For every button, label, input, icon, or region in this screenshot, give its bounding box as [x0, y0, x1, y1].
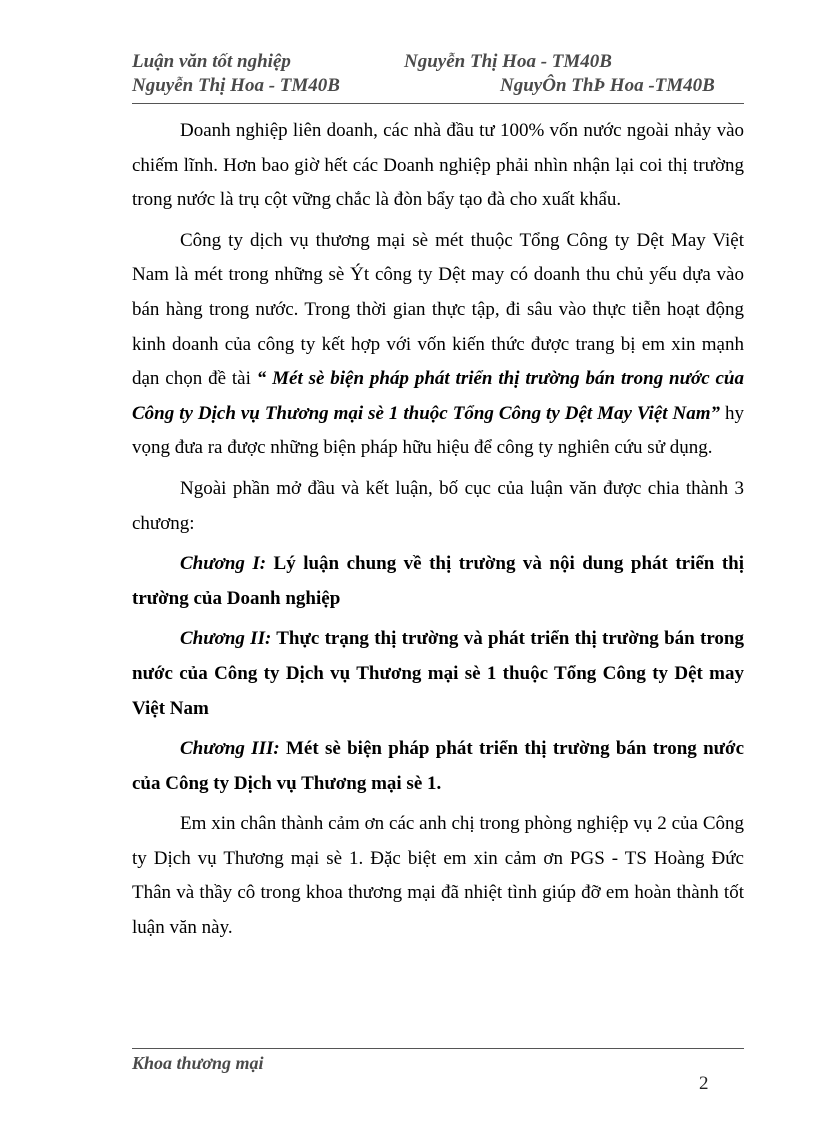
- chapter-1-title: Lý luận chung về thị trường và nội dung phát triển thị trường của Doanh nghiệp: [132, 553, 744, 609]
- header-author-2: Nguyễn Thị Hoa - TM40B: [132, 75, 340, 96]
- chapter-2-title: Thực trạng thị trường và phát triển thị trường bán trong nước của Công ty Dịch vụ Thương mại sè 1 thuộc Tổng Công ty Dệt may Việt Nam: [132, 628, 744, 719]
- chapter-3: [132, 732, 744, 801]
- thesis-topic-title: “ Mét sè biện pháp phát triển thị trường bán trong nước của Công ty Dịch vụ Thương mại sè 1 thuộc Tổng Công ty Dệt May Việt Nam”: [132, 368, 745, 424]
- paragraph-2-lead: Công ty dịch vụ thương mại sè mét thuộc Tổng Công ty Dệt May Việt Nam là mét trong những sè Ýt công ty Dệt may có doanh thu chủ yếu dựa vào bán hàng trong nước. Trong thời gian thực tập, đi sâu vào thực tiễn hoạt động kinh doanh của công ty kết hợp với vốn kiến thức được trang bị em xin mạnh dạn chọn đề tài: [132, 229, 744, 390]
- paragraph-3: Ngoài phần mở đầu và kết luận, bố cục của luận văn được chia thành 3 chương:: [132, 477, 744, 534]
- paragraph-4: Em xin chân thành cảm ơn các anh chị trong phòng nghiệp vụ 2 của Công ty Dịch vụ Thương mại sè 1. Đặc biệt em xin cảm ơn PGS - TS Hoàng Đức Thân và thầy cô trong khoa thương mại đã nhiệt tình giúp đỡ em hoàn thành tốt luận văn này.: [132, 813, 744, 939]
- chapter-1: [132, 547, 744, 616]
- header-author-3: NguyÔn ThÞ Hoa -TM40B: [500, 75, 715, 96]
- paragraph-2: [132, 224, 744, 466]
- chapter-2: [132, 622, 744, 726]
- header-row-1: [132, 50, 744, 74]
- chapter-2-label: Chương II:: [180, 628, 272, 650]
- page-body: [132, 114, 744, 946]
- paragraph-1: Doanh nghiệp liên doanh, các nhà đầu tư 100% vốn nước ngoài nhảy vào chiếm lĩnh. Hơn bao giờ hết các Doanh nghiệp phải nhìn nhận lại coi thị trường trong nước là trụ cột vững chắc là đòn bẩy tạo đà cho xuất khẩu.: [132, 120, 744, 211]
- chapter-3-label: Chương III:: [180, 738, 280, 760]
- header-author-1: Nguyễn Thị Hoa - TM40B: [404, 51, 612, 72]
- chapter-3-title: Mét sè biện pháp phát triển thị trường bán trong nước của Công ty Dịch vụ Thương mại sè 1.: [132, 738, 744, 794]
- header-divider: [132, 103, 744, 104]
- page-number: 2: [699, 1073, 709, 1094]
- header-thesis-title: Luận văn tốt nghiệp: [132, 51, 291, 72]
- footer-divider: [132, 1048, 744, 1049]
- chapter-1-label: Chương I:: [180, 553, 267, 575]
- header-row-2: [132, 74, 744, 98]
- footer-department: Khoa thương mại: [132, 1053, 264, 1073]
- paragraph-2-tail: hy vọng đưa ra được những biện pháp hữu hiệu để công ty nghiên cứu sử dụng.: [132, 402, 744, 459]
- page-header: [132, 50, 744, 98]
